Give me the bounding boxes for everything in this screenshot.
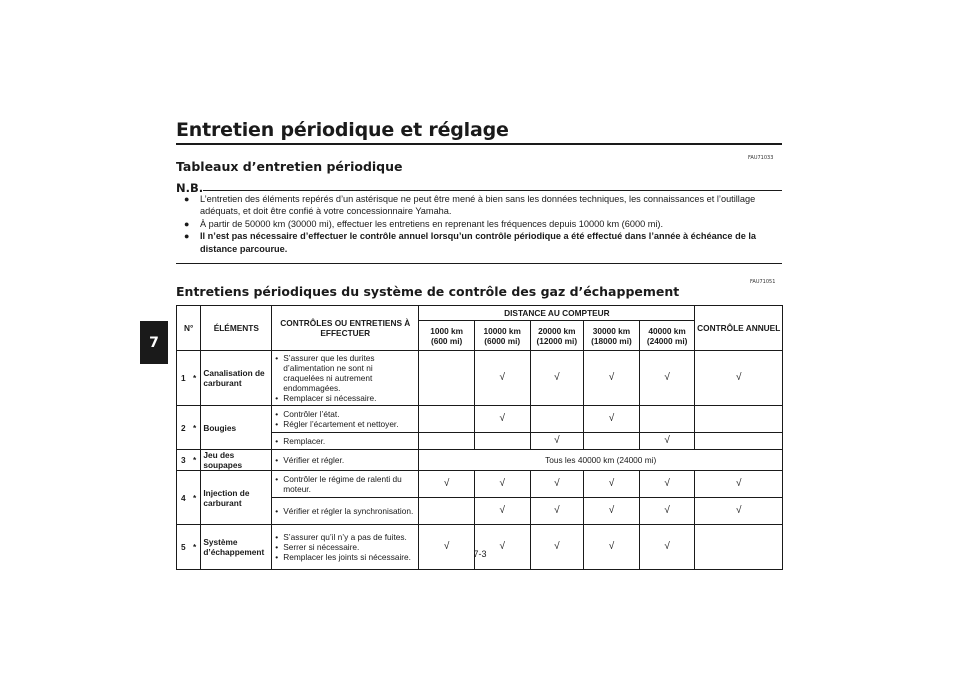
row-actions: • Remplacer.: [272, 433, 419, 450]
bullet-icon: ●: [184, 194, 190, 204]
asterisk-mark: *: [189, 471, 201, 525]
check-mark: √: [639, 525, 695, 570]
check-mark: √: [584, 471, 640, 498]
row-number: 3: [177, 450, 189, 471]
nb-notes-list: [182, 193, 782, 255]
row-actions: • Contrôler le régime de ralenti du moteur.: [272, 471, 419, 498]
interval-text: Tous les 40000 km (24000 mi): [419, 450, 783, 471]
page-number: 7-3: [473, 549, 487, 559]
check-mark: √: [639, 471, 695, 498]
bullet-icon: ●: [184, 218, 190, 229]
row-element: Jeu des soupapes: [201, 450, 272, 471]
nb-bottom-rule: [176, 263, 782, 264]
row-number: 2: [177, 406, 189, 450]
check-mark: √: [584, 351, 640, 406]
check-mark: √: [695, 498, 783, 525]
check-mark: √: [530, 351, 584, 406]
asterisk-mark: *: [189, 406, 201, 450]
nb-note-text: Il n’est pas nécessaire d’effectuer le contrôle annuel lorsqu’un contrôle périodique a été effectué dans l’année à échéance de la distance parcourue.: [200, 231, 757, 254]
section-code: FAU71051: [750, 279, 776, 285]
check-mark: √: [695, 351, 783, 406]
header-distance-4: 30000 km (18000 mi): [584, 321, 640, 351]
title-rule: [176, 143, 782, 145]
row-number: 5: [177, 525, 189, 570]
check-mark: √: [419, 471, 475, 498]
nb-note-text: L’entretien des éléments repérés d’un astérisque ne peut être mené à bien sans les données techniques, les connaissances et l’outillage adéquats, et doit être confié à votre concessionnaire Yamaha.: [200, 194, 756, 217]
row-element: Bougies: [201, 406, 272, 450]
section-code: FAU71033: [748, 155, 774, 161]
table-row: [177, 450, 783, 471]
header-controls: CONTRÔLES OU ENTRETIENS À EFFECTUER: [272, 306, 419, 351]
page-title: Entretien périodique et réglage: [176, 119, 509, 141]
section-title-maintenance-tables: Tableaux d’entretien périodique: [176, 159, 403, 174]
header-distance: DISTANCE AU COMPTEUR: [419, 306, 695, 321]
chapter-tab: 7: [140, 321, 168, 364]
nb-note-text: À partir de 50000 km (30000 mi), effectuer les entretiens en reprenant les fréquences depuis 10000 km (6000 mi).: [200, 218, 664, 229]
row-element: Système d’échappement: [201, 525, 272, 570]
asterisk-mark: *: [189, 450, 201, 471]
check-mark: √: [474, 406, 530, 433]
check-mark: √: [584, 525, 640, 570]
check-mark: √: [530, 471, 584, 498]
header-distance-3: 20000 km (12000 mi): [530, 321, 584, 351]
row-actions: • Vérifier et régler.: [272, 450, 419, 471]
bullet-icon: ●: [184, 231, 190, 242]
check-mark: √: [639, 433, 695, 450]
row-actions: • Vérifier et régler la synchronisation.: [272, 498, 419, 525]
table-row: [177, 525, 783, 570]
maintenance-table: [176, 305, 783, 570]
check-mark: √: [695, 471, 783, 498]
check-mark: √: [474, 471, 530, 498]
header-no: N°: [177, 306, 201, 351]
nb-note: [182, 230, 782, 255]
row-element: Canalisation de carburant: [201, 351, 272, 406]
row-actions: • S’assurer qu’il n’y a pas de fuites. • Serrer si nécessaire. • Remplacer les joints si nécessaire.: [272, 525, 419, 570]
check-mark: √: [474, 498, 530, 525]
nb-rule: [203, 190, 782, 191]
table-row: [177, 471, 783, 498]
check-mark: √: [639, 351, 695, 406]
nb-label: N.B.: [176, 181, 204, 195]
check-mark: √: [584, 406, 640, 433]
row-number: 1: [177, 351, 189, 406]
check-mark: √: [474, 525, 530, 570]
nb-note: [182, 193, 782, 218]
check-mark: √: [639, 498, 695, 525]
asterisk-mark: *: [189, 525, 201, 570]
header-distance-2: 10000 km (6000 mi): [474, 321, 530, 351]
check-mark: √: [530, 525, 584, 570]
check-mark: √: [584, 498, 640, 525]
check-mark: √: [474, 351, 530, 406]
table-row: [177, 406, 783, 433]
asterisk-mark: *: [189, 351, 201, 406]
header-annual: CONTRÔLE ANNUEL: [695, 306, 783, 351]
row-element: Injection de carburant: [201, 471, 272, 525]
header-elements: ÉLÉMENTS: [201, 306, 272, 351]
check-mark: √: [530, 433, 584, 450]
check-mark: √: [419, 525, 475, 570]
header-distance-5: 40000 km (24000 mi): [639, 321, 695, 351]
nb-note: [182, 218, 782, 230]
row-actions: • Contrôler l’état. • Régler l’écartement et nettoyer.: [272, 406, 419, 433]
section-title-exhaust-control: Entretiens périodiques du système de contrôle des gaz d’échappement: [176, 284, 680, 299]
table-row: [177, 351, 783, 406]
check-mark: √: [530, 498, 584, 525]
row-actions: • S’assurer que les durites d’alimentation ne sont ni craquelées ni autrement endommagées. • Remplacer si nécessaire.: [272, 351, 419, 406]
row-number: 4: [177, 471, 189, 525]
header-distance-1: 1000 km (600 mi): [419, 321, 475, 351]
